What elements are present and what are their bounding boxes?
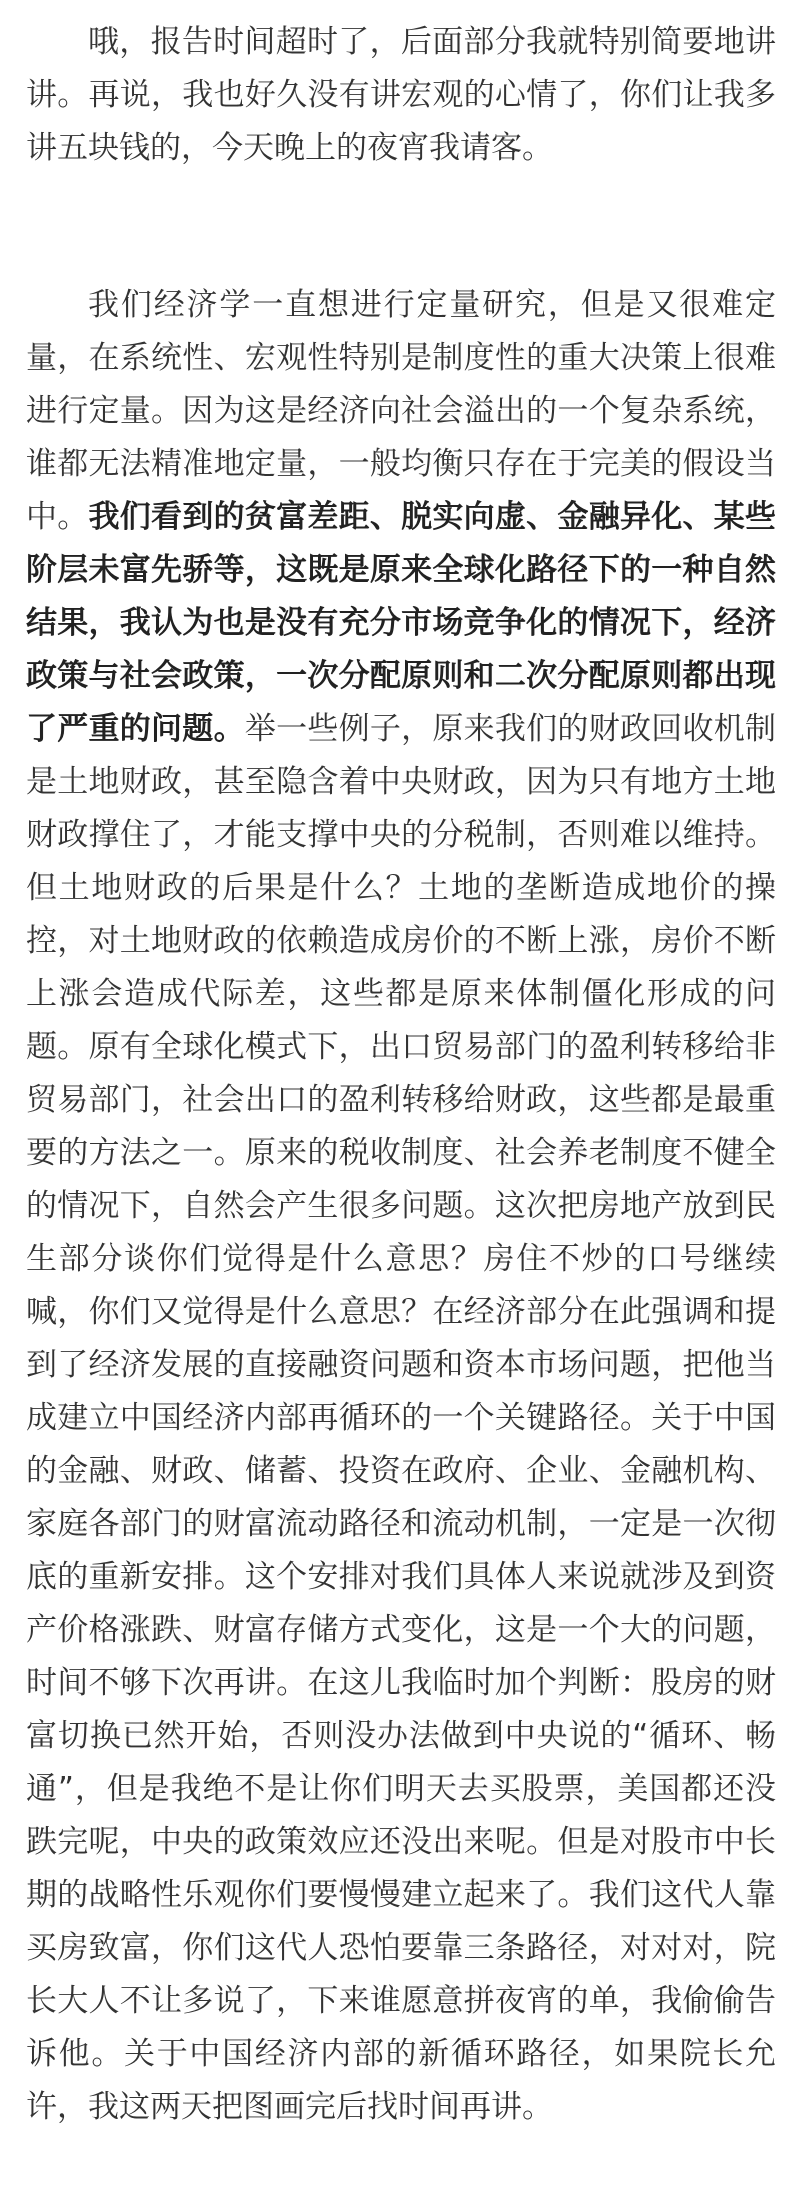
paragraph-intro (26, 16, 776, 175)
paragraph-main-text-2: 举一些例子，原来我们的财政回收机制是土地财政，甚至隐含着中央财政，因为只有地方土地财政撑住了，才能支撑中央的分税制，否则难以维持。但土地财政的后果是什么？土地的垄断造成地价的操控，对土地财政的依赖造成房价的不断上涨，房价不断上涨会造成代际差，这些都是原来体制僵化形成的问题。原有全球化模式下，出口贸易部门的盈利转移给非贸易部门，社会出口的盈利转移给财政，这些都是最重要的方法之一。原来的税收制度、社会养老制度不健全的情况下，自然会产生很多问题。这次把房地产放到民生部分谈你们觉得是什么意思？房住不炒的口号继续喊，你们又觉得是什么意思？在经济部分在此强调和提到了经济发展的直接融资问题和资本市场问题，把他当成建立中国经济内部再循环的一个关键路径。关于中国的金融、财政、储蓄、投资在政府、企业、金融机构、家庭各部门的财富流动路径和流动机制，一定是一次彻底的重新安排。这个安排对我们具体人来说就涉及到资产价格涨跌、财富存储方式变化，这是一个大的问题，时间不够下次再讲。在这儿我临时加个判断：股房的财富切换已然开始，否则没办法做到中央说的“循环、畅通”，但是我绝不是让你们明天去买股票，美国都还没跌完呢，中央的政策效应还没出来呢。但是对股市中长期的战略性乐观你们要慢慢建立起来了。我们这代人靠买房致富，你们这代人恐怕要靠三条路径，对对对，院长大人不让多说了，下来谁愿意拼夜宵的单，我偷偷告诉他。关于中国经济内部的新循环路径，如果院长允许，我这两天把图画完后找时间再讲。 (26, 711, 777, 2125)
paragraph-main (26, 279, 776, 2134)
article-body (26, 0, 776, 2134)
paragraph-main-emphasis: 我们看到的贫富差距、脱实向虚、金融异化、某些阶层未富先骄等，这既是原来全球化路径下的一种自然结果，我认为也是没有充分市场竞争化的情况下，经济政策与社会政策，一次分配原则和二次分配原则都出现了严重的问题。 (26, 499, 777, 747)
paragraph-main-text-1: 我们经济学一直想进行定量研究，但是又很难定量，在系统性、宏观性特别是制度性的重大决策上很难进行定量。因为这是经济向社会溢出的一个复杂系统，谁都无法精准地定量，一般均衡只存在于完美的假设当中。 (26, 287, 776, 535)
paragraph-intro-text: 哦，报告时间超时了，后面部分我就特别简要地讲讲。再说，我也好久没有讲宏观的心情了，你们让我多讲五块钱的，今天晚上的夜宵我请客。 (26, 24, 776, 166)
